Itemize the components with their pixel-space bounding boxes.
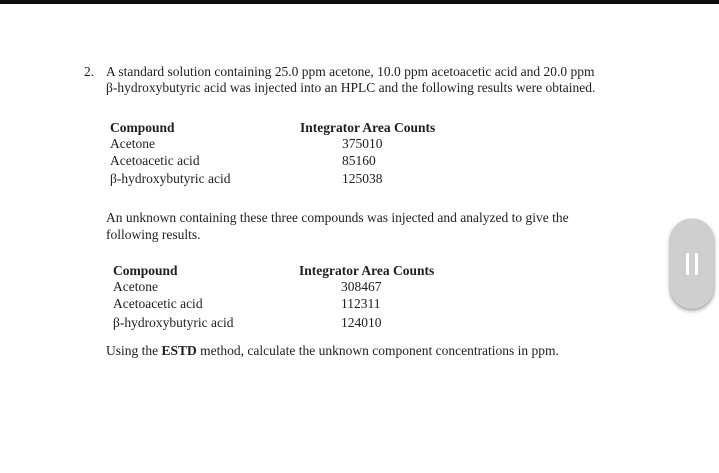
table2-row-compound: Acetoacetic acid — [113, 296, 203, 311]
table1-row-counts: 125038 — [342, 171, 383, 186]
question-line-2: β-hydroxybutyric acid was injected into an HPLC and the following results were obtained. — [106, 80, 596, 95]
instruction-line — [106, 343, 559, 359]
table1-row-counts: 85160 — [342, 153, 376, 168]
unknown-line-2: following results. — [106, 227, 201, 242]
question-line-1: A standard solution containing 25.0 ppm acetone, 10.0 ppm acetoacetic acid and 20.0 ppm — [106, 64, 595, 79]
grip-lines-icon — [686, 253, 689, 275]
table1-row-compound: Acetoacetic acid — [110, 153, 200, 168]
unknown-line-1: An unknown containing these three compounds was injected and analyzed to give the — [106, 210, 569, 225]
top-border — [0, 0, 719, 4]
table2-row-counts: 112311 — [341, 296, 381, 311]
table2-header-counts: Integrator Area Counts — [299, 263, 435, 278]
table1-row-compound: β-hydroxybutyric acid — [110, 171, 231, 186]
table1-header-compound: Compound — [110, 120, 175, 135]
instruction-method: ESTD — [161, 343, 197, 358]
table2-row-counts: 124010 — [341, 315, 382, 330]
grip-lines-icon — [695, 253, 698, 275]
scroll-handle-button[interactable] — [670, 219, 714, 309]
table2-header-compound: Compound — [113, 263, 178, 278]
table2-row-counts: 308467 — [341, 279, 382, 294]
table1-row-compound: Acetone — [110, 136, 155, 151]
table1-header-counts: Integrator Area Counts — [300, 120, 436, 135]
instruction-suffix: method, calculate the unknown component concentrations in ppm. — [196, 343, 559, 358]
table2-row-compound: Acetone — [113, 279, 158, 294]
table2-row-compound: β-hydroxybutyric acid — [113, 315, 234, 330]
instruction-prefix: Using the — [106, 343, 162, 358]
table1-row-counts: 375010 — [342, 136, 383, 151]
question-number: 2. — [84, 64, 95, 79]
